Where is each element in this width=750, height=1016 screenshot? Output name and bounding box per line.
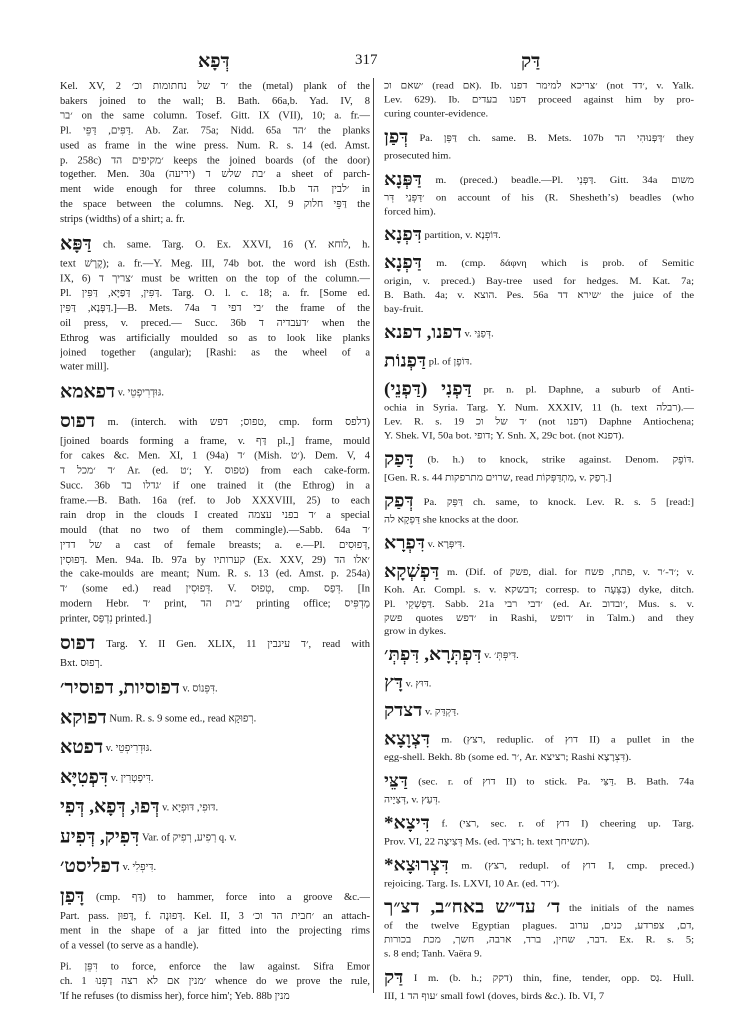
entry-text: mould (that no two of them commingle).—Sabb. 64a ׳ד [60, 524, 370, 536]
entry-text: ׳ד (some ed.) read דְּפוּסִין. V. טְפוּס, cmp. דְּפַס. [In [60, 584, 370, 595]
entry-text: the initials of the names [569, 903, 694, 914]
entry-text: v. דַּקְדֵּק. [425, 707, 459, 718]
entry-line [60, 124, 370, 139]
entry-line [60, 480, 370, 495]
entry-line [60, 465, 370, 480]
entry-line [60, 583, 370, 598]
entry-line [384, 856, 694, 878]
entry-line [384, 323, 694, 345]
entry-text: III, 1 ׳עוף הד small fowl (doves, birds &c.). Ib. VI, 7 [384, 990, 605, 1002]
entry-text: Koh. Ar. Compl. s. v. דבשקא; corresp. to בַּצְּעָה) dyke, ditch. [384, 584, 694, 596]
entry-headword: דַּצֵּי [384, 771, 409, 792]
entry-headword: דִּפְטִיָּא [60, 767, 109, 788]
entry-text: pl. of דּוֹפֶן. [428, 357, 473, 368]
entry-text: m. (רצץ, reduplic. of דוץ II) a pullet in the [441, 735, 694, 746]
entry-line [384, 127, 694, 149]
entry-text: ׳שאם וכ (read אם). Ib. ׳צריכא למימר דפנו (not ׳דד, v. Yalk. [384, 80, 694, 92]
entry-text: פשק quotes ׳דפש in Rashi, ׳דופש in Talm.) and they [384, 612, 694, 624]
entry-headword: דפטא [60, 737, 104, 759]
dictionary-entry [384, 673, 694, 695]
entry-line [60, 331, 370, 346]
entry-headword: דַּפְּנָא [384, 169, 422, 190]
entry-line [60, 139, 370, 154]
entry-text: joined together (angular); [Rashi: as the wheel of a [60, 347, 370, 359]
entry-line [60, 708, 370, 732]
entry-line [384, 584, 694, 598]
dictionary-entry [60, 960, 370, 1004]
dictionary-entry [384, 772, 694, 808]
entry-text: text קֶרֶשׁ); a. fr.—Y. Meg. III, 74b bot. the word ish (Esth. [60, 258, 370, 270]
entry-text: partition, v. דּוֹפְנָא. [424, 231, 501, 242]
entry-line [60, 737, 370, 761]
dictionary-entry [384, 968, 694, 1004]
entry-line [60, 411, 370, 435]
entry-text: m. (cmp. δάφνη which is prob. of Semitic [436, 259, 694, 270]
entry-line [60, 975, 370, 990]
entry-headword: דָּפַק [384, 449, 414, 470]
entry-text: דְּפוּסִין. Men. 94a. Ib. 97a by קערותיו (Ex. XXV, 29) ׳אלו הד [60, 554, 370, 566]
entry-headword: דפוס [60, 411, 96, 433]
entry-line [60, 910, 370, 925]
entry-text: Targ. Y. II Gen. XLIX, 11 ׳ד עיגבין, read with [106, 639, 370, 651]
dictionary-entry [384, 562, 694, 640]
entry-text: ׳בר on the same column. Tosef. Gitt. IX (VII), 10; a. fr.— [60, 110, 370, 122]
entry-line [384, 814, 694, 836]
entry-line [384, 276, 694, 290]
entry-line [60, 80, 370, 95]
entry-line [384, 562, 694, 584]
entry-line [384, 150, 694, 164]
entry-text: together. Men. 30a ׳בת שלש ד (יריעה) a sheet of parch- [60, 169, 370, 181]
entry-text: (b. h.) to knock, strike against. Denom. דּוֹפֶק. [427, 455, 694, 466]
entry-text: Num. R. s. 9 some ed., read רְפוּקָא. [109, 713, 257, 725]
entry-text: rain drop in the clouds I created ׳ד בפני עצמה a special [60, 510, 370, 522]
entry-headword: דַּק [384, 967, 404, 988]
entry-headword: דַּפְנוֹת [384, 351, 427, 372]
entry-headword: דצדק [384, 701, 423, 722]
entry-text: oil press, v. preced.— Succ. 36b ׳דעבדיה ד when the [60, 317, 370, 329]
dictionary-entry [384, 814, 694, 850]
entry-line [60, 797, 370, 821]
dictionary-entry [384, 645, 694, 667]
entry-line [60, 302, 370, 317]
entry-text: s. 8 end; Tanh. Vaëra 9. [384, 948, 483, 960]
entry-line [60, 509, 370, 524]
entry-line [60, 183, 370, 198]
entry-line [60, 990, 370, 1005]
entry-text: דבר, שחין, ברד, ארבה, חשך, מכת בכורות. Ex. R. s. 5; [384, 935, 694, 946]
entry-text: ׳ד ׳מכל ד Ar. (ed. ׳ט; Y. טפוס) from each cake-form. [60, 465, 370, 477]
dictionary-entry [60, 80, 370, 228]
entry-text: grow in dykes. [384, 626, 447, 638]
entry-headword: דפוסיות, דפוסיר׳ [60, 677, 180, 699]
entry-headword: דְּפַק [384, 491, 414, 512]
entry-line [60, 939, 370, 954]
entry-line [384, 702, 694, 724]
dictionary-entry [384, 127, 694, 163]
dictionary-entry [60, 234, 370, 376]
entry-line [60, 678, 370, 702]
entry-text: Pl. דַּפִּין, דַּפַּיָּא, דַּפִּין. Targ. O. l. c. 18; a. fr. [Some ed. [60, 288, 370, 299]
entry-text: [Gen. R. s. 44 שרוים מתרפקות, read מִתְדַּפְּקוֹת, v. רְפַק.] [384, 472, 612, 484]
entry-line [60, 169, 370, 184]
entry-text: [joined boards forming a frame, v. דַּף pl.,] frame, mould [60, 436, 370, 448]
dictionary-entry [384, 169, 694, 219]
entry-headword: ד׳ עד״ש באח״ב, דצ״ך [384, 897, 561, 918]
entry-headword: דַּפְנִי (דַּפְנֵי) [384, 379, 472, 400]
entry-text: pr. n. pl. Daphne, a suburb of Anti- [483, 385, 694, 396]
entry-text: דַּפְּנָא, דַּפִּין.]—B. Mets. 74a ׳בי דפי ד the frame of the [60, 302, 370, 314]
entry-headword: דִּפְתְּרָא, דִּפְתְּ׳ [384, 645, 482, 666]
entry-headword: *דִּיצָא [384, 813, 430, 834]
entry-text: the cake-moulds are meant; Num. R. s. 13 (ed. Amst. p. 254a) [60, 569, 370, 581]
entry-line [384, 934, 694, 948]
entry-line [384, 304, 694, 318]
entry-line [384, 794, 694, 808]
entry-text: v. דּוּץ. [405, 679, 432, 690]
entry-line [60, 524, 370, 539]
entry-text: ment wide enough for three columns. Ib.b ׳לבין הד in [60, 184, 370, 196]
entry-text: used as frame in the wine press. Num. R. s. 14 (ed. Amst. [60, 140, 370, 152]
entry-text: the space between the columns. Neg. XI, 9 דַּפֵּי חלוק the [60, 199, 370, 211]
entry-text: (sec. r. of דוץ II) to stick. Pa. דַּצִּי. B. Bath. 74a [418, 777, 694, 788]
entry-line [384, 645, 694, 667]
entry-text: Lev. R. s. 19 ׳ד של וכ (not דפנו) Daphne Antiochena; [384, 416, 694, 428]
entry-text: water mill]. [60, 361, 109, 373]
entry-line [60, 346, 370, 361]
entry-line [384, 169, 694, 191]
dictionary-entry [384, 351, 694, 373]
entry-line [384, 449, 694, 471]
entry-line [60, 110, 370, 125]
entry-line [384, 673, 694, 695]
entry-line [384, 192, 694, 206]
entry-line [384, 351, 694, 373]
page-number: 317 [355, 52, 378, 68]
dictionary-entry [60, 737, 370, 761]
dictionary-entry [60, 856, 370, 880]
dictionary-entry [60, 767, 370, 791]
entry-line [384, 290, 694, 304]
entry-headword: דְּפוּ, דְּפָא, דְּפִי [60, 796, 160, 818]
entry-text: IX, 6) ׳צריך ד must be written on the top of the column.— [60, 273, 370, 285]
entry-text: I m. (b. h.; דקק) thin, fine, tender, opp. גַּס. Hull. [413, 973, 694, 984]
entry-text: rejoicing. Targ. Is. LXVI, 10 Ar. (ed. ׳דר). [384, 879, 560, 890]
entry-text: Pl. דַּפְשְׁקֵי. Sabb. 21a ׳דבי רבי (ed. Ar. ׳ובדוב, Mus. s. v. [384, 598, 694, 610]
entry-line [60, 361, 370, 376]
entry-text: דַּפְקָא לה she knocks at the door. [384, 514, 519, 526]
entry-line [60, 198, 370, 213]
dictionary-entry [384, 323, 694, 345]
entry-headword: דפוקא [60, 707, 107, 729]
entry-line [60, 568, 370, 583]
running-head-right: דַּק [521, 51, 541, 72]
entry-text: v. דּוּפִי, דּוּפְיָא. [162, 802, 219, 814]
entry-line [60, 827, 370, 851]
entry-text: ochia in Syria. Targ. Y. Num. XXXIV, 11 (h. text רבלה).— [384, 402, 694, 414]
entry-line [60, 633, 370, 657]
entry-text: bay-fruit. [384, 304, 424, 316]
entry-line [384, 836, 694, 850]
entry-line [384, 990, 694, 1004]
entry-text: 'If he refuses (to dismiss her), force him'; Yeb. 88b מנין [60, 990, 290, 1002]
entry-line [384, 430, 694, 444]
dictionary-entry [384, 898, 694, 962]
entry-text: frame.—B. Bath. 16a (ref. to Job XXXVIII, 25) to each [60, 495, 370, 507]
entry-line [384, 968, 694, 990]
entry-text: v. גּוּדְרִיפְטֵי. [117, 387, 164, 399]
entry-text: for cakes &c. Men. XI, 1 (94a) ׳ד (Mish. ׳ט). Dem. V, 4 [60, 451, 370, 462]
entry-text: of a vessel (to serve as a handle). [60, 940, 199, 952]
entry-text: ch. same. Targ. O. Ex. XXVI, 16 (Y. לוחא, h. [103, 239, 370, 251]
entry-line [60, 258, 370, 273]
entry-line [384, 533, 694, 555]
entry-text: of the twelve Egyptian plagues. דם, צפרדע, כנים, ערוב, [384, 921, 694, 932]
entry-text: m. (preced.) beadle.—Pl. דַּפְּנֵי. Gitt. 34a משום [435, 175, 694, 186]
entry-line [60, 657, 370, 672]
entry-text: Part. pass. דָּפוּן, f. דְּפוּנָה. Kel. II, 3 ׳חבית הד וכ׳ an attach- [60, 910, 370, 922]
entry-text: Succ. 36b ׳גדלו בד if one trained it (the Ethrog) in a [60, 480, 370, 492]
entry-text: ׳דַּפְּנֵי דְּר on account of his (R. Sheshethʼs) beadles (who [384, 192, 694, 204]
entry-text: m. (interch. with טפוס; דפש, cmp. form דלפס) [107, 417, 370, 429]
entry-text: modern Hebr. ׳ד print, ׳בית הד printing office; מַדְפִּיס [60, 598, 370, 610]
entry-headword: דָּפַן [60, 886, 85, 907]
entry-text: origin, v. preced.) Bay-tree used for hedges. M. Kat. 7a; [384, 276, 694, 288]
entry-headword: דפוס [60, 633, 96, 655]
entry-headword: דָּץ [384, 673, 404, 694]
dictionary-entry [60, 797, 370, 821]
entry-text: v. דִּפְּנוֹס. [182, 683, 218, 695]
entry-line [60, 95, 370, 110]
entry-text: Var. of רְפִיע, רְפִיק q. v. [141, 832, 237, 844]
entry-line [384, 206, 694, 220]
entry-line [60, 767, 370, 791]
entry-line [384, 253, 694, 275]
entry-text: p. 258c) ׳מקיפים הד keeps the joined boards (of the door) [60, 154, 370, 166]
entry-headword: דפליסט׳ [60, 856, 121, 878]
entry-line [60, 382, 370, 406]
entry-text: prosecuted him. [384, 150, 452, 162]
entry-headword: דְּפַן [384, 127, 409, 148]
dictionary-entry [60, 633, 370, 672]
entry-text: Prov. VI, 22 דְּצִיצָה Ms. (ed. רציך; h. text תשיחך). [384, 837, 590, 848]
entry-headword: דִּפִיק, דְּפִיע [60, 826, 140, 848]
entry-line [384, 225, 694, 247]
entry-line [384, 472, 694, 486]
entry-text: v. דִּיפְּרָא. [427, 539, 465, 550]
entry-line [384, 752, 694, 766]
entry-line [60, 450, 370, 465]
running-head-left: דְּפָא [198, 51, 230, 72]
entry-text: Lev. 629). Ib. דפנו בעדים proceed against him by pro- [384, 94, 694, 106]
dictionary-entry [384, 225, 694, 247]
entry-text: curing counter-evidence. [384, 108, 489, 120]
entry-line [60, 287, 370, 302]
entry-text: Pl. דַּפִּים, דַּפֵּי. Ab. Zar. 75a; Nidd. 65a ׳הד the planks [60, 125, 370, 137]
entry-text: (cmp. דַּף) to hammer, force into a groove &c.— [96, 892, 370, 903]
entry-line [384, 948, 694, 962]
entry-line [384, 514, 694, 528]
entry-line [60, 886, 370, 910]
entry-text: v. דִּיפְטְרִין. [110, 773, 154, 784]
entry-text: Ethrog was artificially moulded so as to look like planks [60, 332, 370, 344]
dictionary-entry [384, 702, 694, 724]
entry-text: Kel. XV, 2 ׳ד של נחתומות וכ׳ the (metal) plank of the [60, 80, 370, 92]
entry-line [384, 878, 694, 892]
entry-text: egg-shell. Bekh. 8b (some ed. ׳ר, Ar. רציצא; Rashi דִּצְרָצָא). [384, 752, 632, 764]
column-divider [373, 78, 374, 993]
entry-line [60, 960, 370, 975]
entry-text: Y. Shek. VI, 50a bot. דופי; Y. Snh. X, 29c bot. (not דפנא). [384, 430, 625, 442]
entry-headword: דפאמא [60, 381, 116, 403]
dictionary-entry [60, 411, 370, 627]
entry-text: f. (רצי, sec. r. of דוץ I) cheering up. Targ. [441, 819, 694, 830]
dictionary-entry [60, 886, 370, 954]
entry-line [60, 234, 370, 258]
dictionary-entry [60, 678, 370, 702]
entry-text: של דדין a cast of female breasts; a. e.—Pl. דְּפוּסִים, [60, 539, 370, 551]
entry-line [384, 730, 694, 752]
dictionary-entry [384, 856, 694, 892]
dictionary-entry [60, 708, 370, 732]
entry-text: v. דִּיפְּתְּ׳. [484, 651, 519, 662]
entry-headword: *דִּצְרוּצָא [384, 855, 449, 876]
entry-headword: דַּפְשְׁקָא [384, 561, 440, 582]
entry-line [384, 598, 694, 612]
entry-text: m. (Dif. of פשק, dial. for פתח, פשח, v. ׳ד-׳ר; v. [447, 567, 694, 578]
entry-text: strips (widths) of a shirt; a. fr. [60, 214, 185, 225]
entry-line [384, 416, 694, 430]
entry-line [384, 402, 694, 416]
dictionary-entry [384, 449, 694, 485]
entry-headword: דַּפָּא [60, 233, 92, 255]
entry-text: דְּצַיָיה, v. דְּעַץ. [384, 795, 441, 806]
entry-line [60, 213, 370, 228]
entry-text: ment in the shape of a jar fitted into the projecting rims [60, 925, 370, 937]
dictionary-entry [384, 380, 694, 444]
entry-text: Bxt. רְפוּס. [60, 658, 103, 670]
dictionary-entry [384, 491, 694, 527]
entry-text: Pa. דַּפֵּק ch. same, to knock. Lev. R. s. 5 [read:] [423, 497, 694, 508]
entry-line [60, 154, 370, 169]
entry-headword: דַּפְנָא [384, 253, 422, 274]
entry-line [384, 491, 694, 513]
entry-line [384, 920, 694, 934]
entry-line [384, 80, 694, 94]
entry-line [384, 380, 694, 402]
entry-line [60, 856, 370, 880]
dictionary-entry [384, 253, 694, 317]
entry-headword: דפנו, דפנא [384, 323, 462, 344]
dictionary-entry [384, 730, 694, 766]
entry-line [384, 94, 694, 108]
dictionary-entry [60, 827, 370, 851]
entry-text: v. דְּפַנֵּי. [464, 329, 494, 340]
entry-text: m. (רצץ, redupl. of דוץ I, cmp. preced.) [461, 861, 694, 872]
entry-headword: דִּצְוָצָא [384, 729, 431, 750]
entry-line [60, 539, 370, 554]
entry-text: forced him). [384, 206, 436, 218]
entry-line [60, 435, 370, 450]
entry-text: Pa. דַּפֵּן ch. same. B. Mets. 107b ׳דַּפְּנוּהִי הד they [419, 133, 694, 144]
entry-line [384, 626, 694, 640]
entry-headword: דִּפְנָא [384, 225, 422, 246]
dictionary-entry [384, 80, 694, 122]
entry-text: v. דִּיפְלִי. [122, 862, 157, 874]
entry-line [60, 613, 370, 628]
dictionary-entry [60, 382, 370, 406]
entry-line [384, 898, 694, 920]
entry-line [384, 108, 694, 122]
entry-line [60, 272, 370, 287]
left-column [60, 80, 370, 1010]
right-column [384, 80, 694, 1010]
entry-text: ch. 1 ׳מנין אם לא רצה דַפְּנוּ whence do we prove the rule, [60, 975, 370, 987]
entry-line [60, 494, 370, 509]
entry-line [384, 772, 694, 794]
entry-text: bakers joined to the wall; B. Bath. 66a,b. Yad. IV, 8 [60, 95, 370, 107]
entry-line [60, 925, 370, 940]
entry-text: B. Bath. 4a; v. הוצא. Pes. 56a ׳שירא דד the juice of the [384, 290, 694, 302]
entry-line [60, 553, 370, 568]
entry-line [384, 612, 694, 626]
entry-headword: דִּפְרָא [384, 533, 426, 554]
entry-line [60, 598, 370, 613]
entry-text: printer, נִדְפַּס printed.] [60, 613, 152, 625]
entry-line [60, 317, 370, 332]
dictionary-entry [384, 533, 694, 555]
entry-text: v. גּוּדְרִיפְטֵי. [105, 743, 152, 755]
entry-text: Pi. דִּפֵּן to force, enforce the law against. Sifra Emor [60, 961, 370, 973]
